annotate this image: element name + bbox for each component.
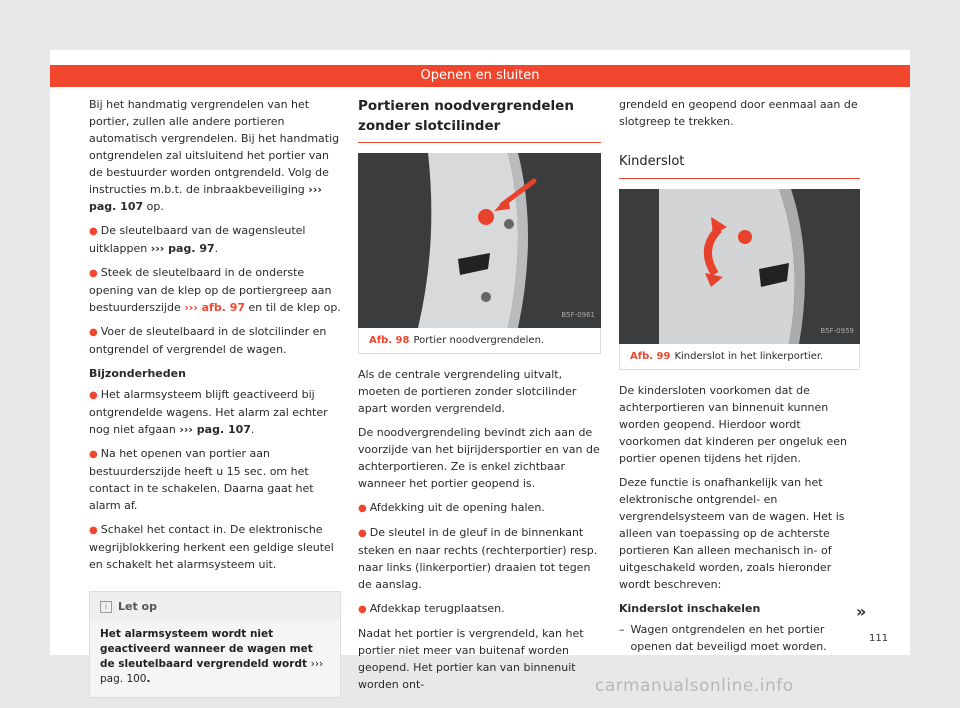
door-illustration [358, 153, 601, 328]
list-item: ● Schakel het contact in. De elektronische wegrijblokkering herkent een geldige sleutel en schakelt het alarmsysteem uit. [89, 523, 334, 571]
bullet-icon: ● [89, 449, 98, 460]
paragraph: De noodvergrendeling bevindt zich aan de voorzijde van het bijrijdersportier en van de achterportieren. Ze is enkel zichtbaar wanneer het portier geopend is. [358, 426, 600, 490]
column-1 [89, 96, 341, 698]
bullet-icon: ● [89, 390, 98, 401]
child-lock-figure [619, 189, 860, 344]
bullet-icon: ● [358, 503, 367, 514]
bullet-icon: ● [89, 525, 98, 536]
list-item: ● Na het openen van portier aan bestuurderszijde heeft u 15 sec. om het contact in te schakelen. Daarna gaat het alarm af. [89, 447, 314, 512]
list-item: ● Afdekking uit de opening halen. [358, 501, 545, 514]
paragraph: Deze functie is onafhankelijk van het elektronische ontgrendel- en vergrendelsysteem van de wagen. Het is alleen van toepassing op de achterste portieren Kan alleen mechanisch in- of uitgeschakeld worden, zoals hieronder wordt beschreven: [619, 476, 845, 591]
list-item: – Wagen ontgrendelen en het portier openen dat beveiligd moet worden. [619, 623, 827, 653]
subheading: Kinderslot inschakelen [619, 602, 761, 615]
child-lock-switch [738, 230, 752, 244]
door-emergency-lock-figure [358, 153, 601, 328]
page-ref-link[interactable]: ››› pag. 107 [179, 423, 251, 436]
section-title: Portieren noodvergrendelen zonder slotcilinder [358, 96, 601, 143]
bullet-icon: ● [358, 604, 367, 615]
page-ref-link[interactable]: ››› pag. 100 [100, 658, 324, 685]
subheading: Bijzonderheden [89, 367, 186, 380]
figure-code: B5F-0959 [820, 327, 854, 335]
paragraph: Nadat het portier is vergrendeld, kan het portier niet meer van buitenaf worden geopend. Het portier kan van binnenuit worden ont- [358, 627, 584, 691]
figure-code: B5F-0961 [561, 311, 595, 319]
door-illustration [619, 189, 860, 344]
next-page-icon: » [856, 602, 867, 621]
emergency-lock-cap [478, 209, 494, 225]
note-box [89, 591, 341, 698]
dash-icon: – [619, 623, 625, 636]
figure-caption: Afb. 98 Portier noodvergrendelen. [358, 328, 601, 354]
page-ref-link[interactable]: ››› pag. 107 [89, 183, 322, 213]
note-body: Het alarmsysteem wordt niet geactiveerd wanneer de wagen met de sleutelbaard vergrendeld wordt ››› pag. 100. [90, 621, 340, 697]
bullet-icon: ● [358, 528, 367, 539]
list-item: ● Voer de sleutelbaard in de slotcilinder en ontgrendel of vergrendel de wagen. [89, 325, 327, 356]
watermark: carmanualsonline.info [595, 676, 794, 696]
page-number: 111 [869, 633, 889, 644]
paragraph: Als de centrale vergrendeling uitvalt, moeten de portieren zonder slotcilinder apart worden vergrendeld. [358, 368, 577, 415]
bullet-icon: ● [89, 226, 98, 237]
note-header [90, 592, 340, 621]
info-icon: i [100, 601, 112, 613]
note-title: Let op [118, 600, 157, 613]
list-item: ● Het alarmsysteem blijft geactiveerd bij ontgrendelde wagens. Het alarm zal echter nog niet afgaan ››› pag. 107. [89, 388, 328, 436]
column-2 [358, 96, 601, 700]
paragraph: De kindersloten voorkomen dat de achterportieren van binnenuit kunnen worden geopend. Hierdoor wordt voorkomen dat kinderen per ongeluk een portier openen tijdens het rijden. [619, 384, 847, 465]
column-3 [619, 96, 860, 655]
bullet-icon: ● [89, 268, 98, 279]
figure-ref-link[interactable]: ››› afb. 97 [184, 301, 246, 314]
chapter-header: Openen en sluiten [50, 65, 910, 87]
paragraph-continued: grendeld en geopend door eenmaal aan de slotgreep te trekken. [619, 98, 858, 128]
bullet-icon: ● [89, 327, 98, 338]
list-item: ● Steek de sleutelbaard in de onderste opening van de klep op de portiergreep aan bestuurderszijde ››› afb. 97 en til de klep op. [89, 266, 341, 314]
list-item: ● De sleutelbaard van de wagensleutel uitklappen ››› pag. 97. [89, 224, 306, 255]
list-item: ● Afdekkap terugplaatsen. [358, 602, 505, 615]
figure-caption: Afb. 99 Kinderslot in het linkerportier. [619, 344, 860, 370]
page-ref-link[interactable]: ››› pag. 97 [150, 242, 215, 255]
list-item: ● De sleutel in de gleuf in de binnenkant steken en naar rechts (rechterportier) resp. naar links (linkerportier) draaien tot tegen de aanslag. [358, 526, 598, 591]
intro-paragraph: Bij het handmatig vergrendelen van het portier, zullen alle andere portieren automatisch vergrendelen. Bij het handmatig ontgrendelen zal uitsluitend het portier van de bestuurder worden ontgrendeld. Volg de instructies m.b.t. de inbraakbeveiliging ››› pag. 107 op. [89, 98, 340, 213]
section-title: Kinderslot [619, 152, 860, 179]
